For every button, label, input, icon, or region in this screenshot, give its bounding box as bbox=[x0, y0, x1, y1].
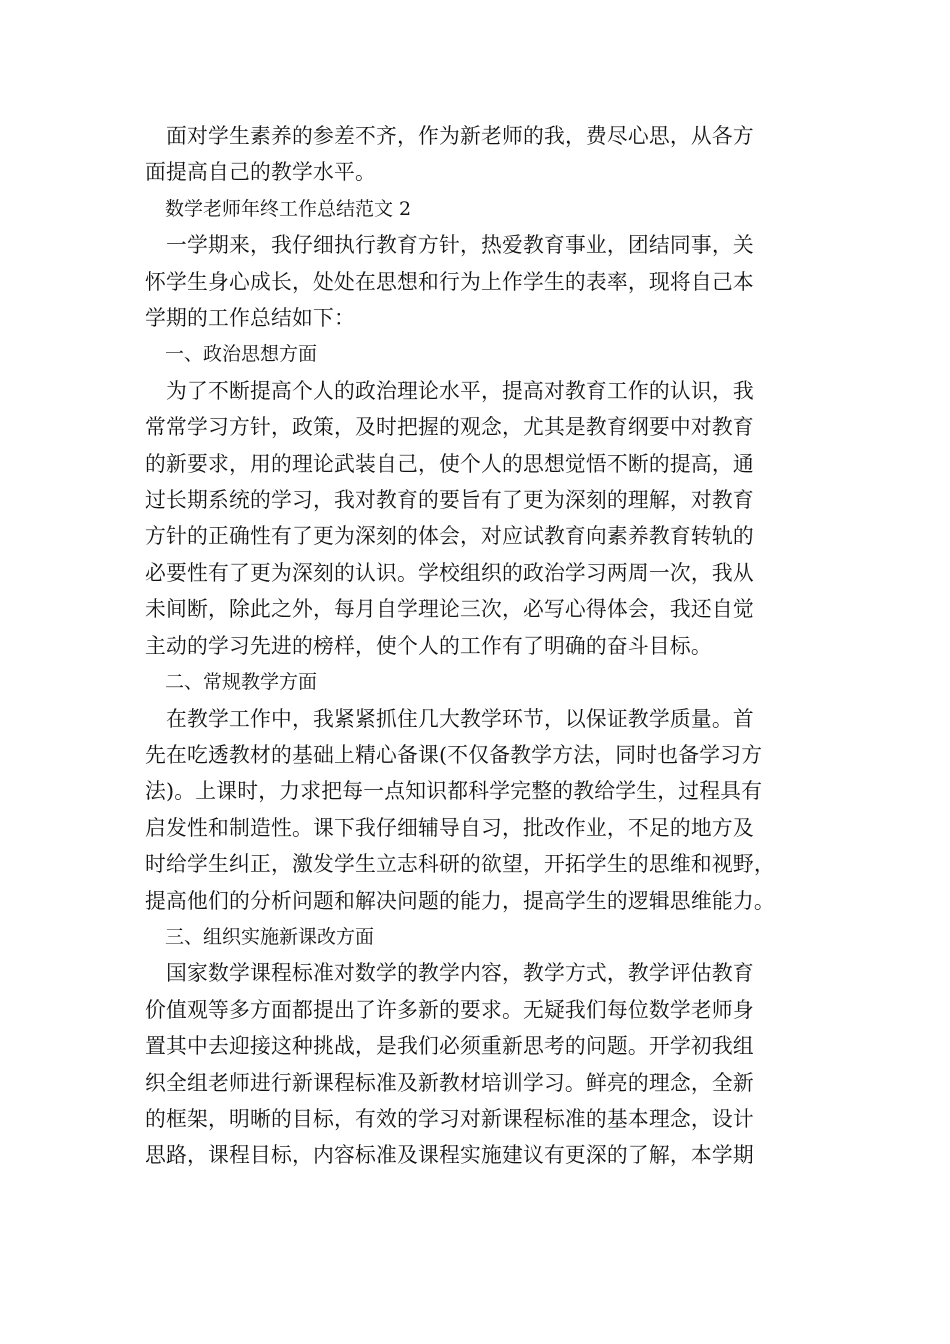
paragraph-line: 时给学生纠正，激发学生立志科研的欲望，开拓学生的思维和视野， bbox=[145, 852, 775, 877]
document-page bbox=[145, 118, 825, 1174]
section-title: 数学老师年终工作总结范文 2 bbox=[165, 197, 412, 220]
section-heading: 一、政治思想方面 bbox=[165, 343, 318, 366]
paragraph-line: 织全组老师进行新课程标准及新教材培训学习。鲜亮的理念，全新 bbox=[145, 1070, 754, 1095]
paragraph-line: 必要性有了更为深刻的认识。学校组织的政治学习两周一次，我从 bbox=[145, 560, 754, 585]
section-heading: 二、常规教学方面 bbox=[165, 671, 318, 694]
paragraph-line: 的框架，明晰的目标，有效的学习对新课程标准的基本理念，设计 bbox=[145, 1106, 754, 1131]
paragraph-line: 怀学生身心成长，处处在思想和行为上作学生的表率，现将自己本 bbox=[145, 269, 754, 294]
paragraph-line: 未间断，除此之外，每月自学理论三次，必写心得体会，我还自觉 bbox=[145, 597, 754, 622]
paragraph-line: 在教学工作中，我紧紧抓住几大教学环节，以保证教学质量。首 bbox=[166, 706, 754, 731]
paragraph-line: 为了不断提高个人的政治理论水平，提高对教育工作的认识，我 bbox=[166, 378, 754, 403]
paragraph-line: 置其中去迎接这种挑战，是我们必须重新思考的问题。开学初我组 bbox=[145, 1034, 754, 1059]
section-heading: 三、组织实施新课改方面 bbox=[165, 925, 375, 948]
paragraph-line: 国家数学课程标准对数学的教学内容，教学方式，教学评估教育 bbox=[166, 961, 754, 986]
paragraph-line: 一学期来，我仔细执行教育方针，热爱教育事业，团结同事，关 bbox=[166, 233, 754, 258]
paragraph-line: 学期的工作总结如下： bbox=[145, 306, 355, 331]
paragraph-line: 法)。上课时，力求把每一点知识都科学完整的教给学生，过程具有 bbox=[145, 779, 763, 804]
paragraph-line: 主动的学习先进的榜样，使个人的工作有了明确的奋斗目标。 bbox=[145, 633, 712, 658]
paragraph-line: 提高他们的分析问题和解决问题的能力，提高学生的逻辑思维能力。 bbox=[145, 888, 775, 913]
paragraph-line: 过长期系统的学习，我对教育的要旨有了更为深刻的理解，对教育 bbox=[145, 488, 754, 513]
paragraph-line: 的新要求，用的理论武装自己，使个人的思想觉悟不断的提高，通 bbox=[145, 451, 754, 476]
paragraph-line: 启发性和制造性。课下我仔细辅导自习，批改作业，不足的地方及 bbox=[145, 815, 754, 840]
paragraph-line: 面对学生素养的参差不齐，作为新老师的我，费尽心思，从各方 bbox=[166, 124, 754, 148]
paragraph-line: 方针的正确性有了更为深刻的体会，对应试教育向素养教育转轨的 bbox=[145, 524, 754, 549]
paragraph-line: 价值观等多方面都提出了许多新的要求。无疑我们每位数学老师身 bbox=[145, 997, 754, 1022]
paragraph-line: 面提高自己的教学水平。 bbox=[145, 160, 376, 185]
paragraph-line: 先在吃透教材的基础上精心备课(不仅备教学方法，同时也备学习方 bbox=[145, 742, 763, 767]
paragraph-line: 思路，课程目标，内容标准及课程实施建议有更深的了解，本学期 bbox=[145, 1143, 754, 1168]
paragraph-line: 常常学习方针，政策，及时把握的观念，尤其是教育纲要中对教育 bbox=[145, 415, 754, 440]
